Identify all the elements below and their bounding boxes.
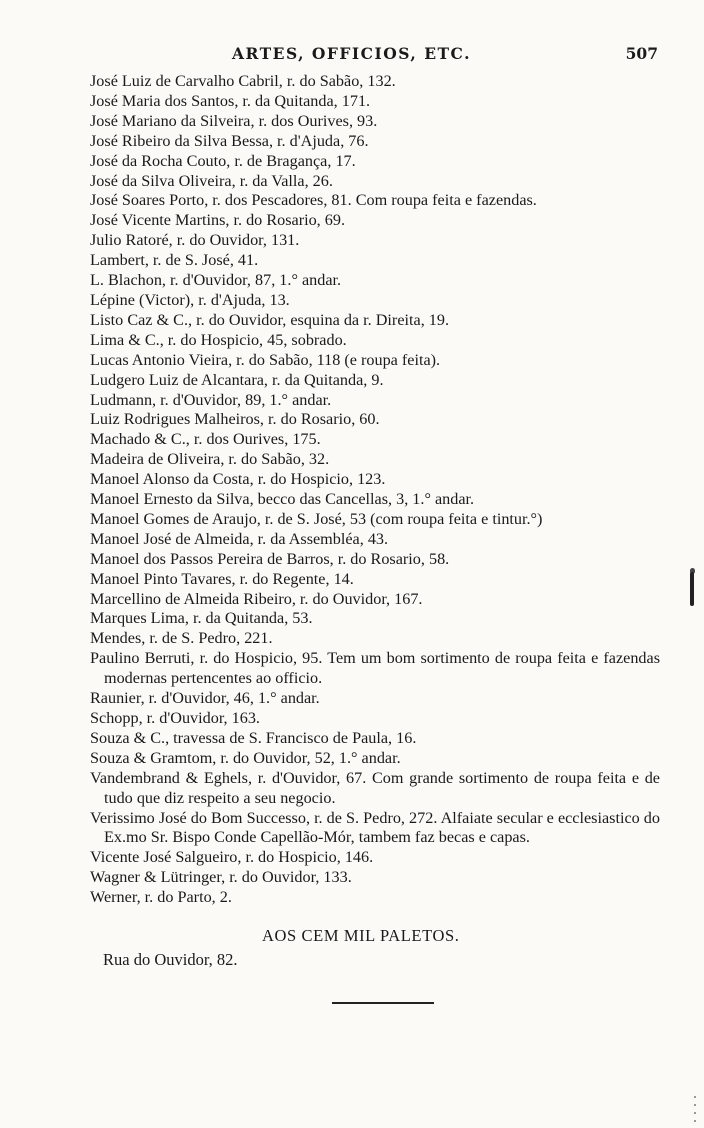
section-address: Rua do Ouvidor, 82.: [103, 950, 238, 969]
directory-entry: Lima & C., r. do Hospicio, 45, sobrado.: [90, 330, 347, 349]
directory-entry: L. Blachon, r. d'Ouvidor, 87, 1.° andar.: [90, 271, 342, 290]
directory-entry: Manoel Alonso da Costa, r. do Hospicio, 123.: [90, 470, 386, 489]
directory-entry: José Ribeiro da Silva Bessa, r. d'Ajuda, 76.: [90, 131, 369, 150]
directory-entry: Paulino Berruti, r. do Hospicio, 95. Tem um bom sortimento de roupa feita e fazendas modernas pertencentes ao officio.: [90, 649, 660, 688]
directory-entry: José da Rocha Couto, r. de Bragança, 17.: [90, 151, 356, 170]
directory-entry: Marcellino de Almeida Ribeiro, r. do Ouvidor, 167.: [90, 589, 423, 608]
directory-entry: Ludgero Luiz de Alcantara, r. da Quitanda, 9.: [90, 370, 384, 389]
directory-entry: Wagner & Lütringer, r. do Ouvidor, 133.: [90, 868, 352, 887]
closing-rule: [332, 1002, 434, 1004]
directory-entry: Mendes, r. de S. Pedro, 221.: [90, 629, 273, 648]
directory-entry: Vandembrand & Eghels, r. d'Ouvidor, 67. Com grande sortimento de roupa feita e de tudo que diz respeito a seu negocio.: [90, 768, 660, 807]
directory-entry: Madeira de Oliveira, r. do Sabão, 32.: [90, 450, 330, 469]
directory-entry: José Mariano da Silveira, r. dos Ourives, 93.: [90, 111, 378, 130]
directory-entry: Schopp, r. d'Ouvidor, 163.: [90, 709, 260, 727]
directory-entry: José Maria dos Santos, r. da Quitanda, 171.: [90, 91, 371, 110]
directory-entry: Werner, r. do Parto, 2.: [90, 888, 232, 907]
directory-entry: Machado & C., r. dos Ourives, 175.: [90, 430, 321, 449]
directory-entry: Vicente José Salgueiro, r. do Hospicio, 146.: [90, 848, 374, 867]
directory-entry: Verissimo José do Bom Successo, r. de S. Pedro, 272. Alfaiate secular e ecclesiastico do Ex.mo Sr. Bispo Conde Capellão-Mór, tambem faz becas e capas.: [90, 808, 660, 847]
running-header-title: ARTES, OFFICIOS, ETC.: [232, 44, 472, 63]
directory-entry: Souza & C., travessa de S. Francisco de Paula, 16.: [90, 728, 417, 747]
directory-entry: José Soares Porto, r. dos Pescadores, 81. Com roupa feita e fazendas.: [90, 191, 537, 210]
directory-entry: José Luiz de Carvalho Cabril, r. do Sabão, 132.: [90, 72, 396, 90]
page-edge-dots: [694, 1096, 696, 1122]
directory-entry: Souza & Gramtom, r. do Ouvidor, 52, 1.° andar.: [90, 748, 401, 767]
directory-entry: Lépine (Victor), r. d'Ajuda, 13.: [90, 290, 290, 309]
section-heading: AOS CEM MIL PALETOS.: [262, 926, 460, 945]
directory-entry: Raunier, r. d'Ouvidor, 46, 1.° andar.: [90, 689, 320, 708]
directory-entry: Manoel Ernesto da Silva, becco das Cancellas, 3, 1.° andar.: [90, 490, 475, 509]
directory-entry: Manoel dos Passos Pereira de Barros, r. do Rosario, 58.: [90, 549, 450, 568]
directory-entry: Lambert, r. de S. José, 41.: [90, 251, 259, 270]
directory-entry: Ludmann, r. d'Ouvidor, 89, 1.° andar.: [90, 390, 332, 409]
directory-entry: José Vicente Martins, r. do Rosario, 69.: [90, 211, 345, 230]
page-number: 507: [625, 44, 658, 63]
directory-entry: José da Silva Oliveira, r. da Valla, 26.: [90, 171, 333, 190]
directory-entry: Marques Lima, r. da Quitanda, 53.: [90, 609, 313, 628]
directory-entry: Manoel Pinto Tavares, r. do Regente, 14.: [90, 569, 354, 588]
margin-ink-mark: [690, 572, 694, 606]
directory-entry: Luiz Rodrigues Malheiros, r. do Rosario, 60.: [90, 410, 380, 429]
directory-entry: Listo Caz & C., r. do Ouvidor, esquina da r. Direita, 19.: [90, 310, 450, 329]
directory-entry: Manoel José de Almeida, r. da Assembléa, 43.: [90, 529, 389, 548]
directory-entry: Julio Ratoré, r. do Ouvidor, 131.: [90, 231, 300, 250]
directory-entry: Lucas Antonio Vieira, r. do Sabão, 118 (e roupa feita).: [90, 350, 441, 369]
directory-entry: Manoel Gomes de Araujo, r. de S. José, 53 (com roupa feita e tintur.°): [90, 509, 543, 528]
directory-entries: [90, 72, 660, 908]
